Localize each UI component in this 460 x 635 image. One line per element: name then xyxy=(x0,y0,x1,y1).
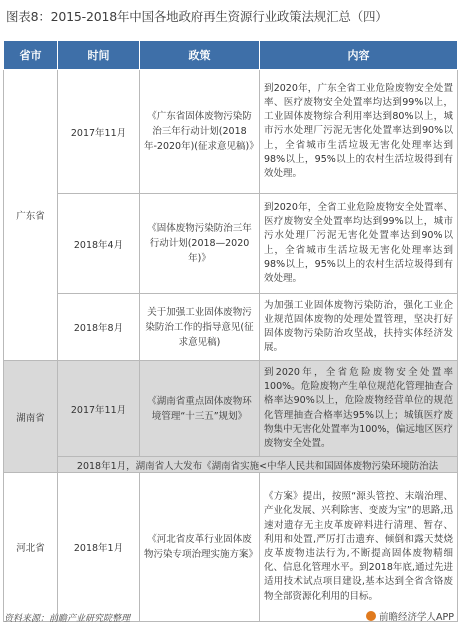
time-cell: 2017年11月 xyxy=(58,70,140,194)
header-policy: 政策 xyxy=(140,41,260,70)
chart-title: 图表8：2015-2018年中国各地政府再生资源行业政策法规汇总（四） xyxy=(6,9,388,24)
brand-mark xyxy=(366,609,454,623)
time-cell: 2018年4月 xyxy=(58,194,140,294)
policy-cell: 《固体废物污染防治三年行动计划(2018—2020年)》 xyxy=(140,194,260,294)
table-row xyxy=(4,361,458,457)
time-cell: 2018年8月 xyxy=(58,294,140,361)
header-province: 省市 xyxy=(4,41,58,70)
content-cell: 到2020年，广东全省工业危险废物安全处置率、医疗废物安全处置率均达到99%以上，工业固体废物综合利用率达到80%以上，城市污水处理厂污泥无害化处置率达到90%以上，全省城市生活垃圾无害化处理率达到98%以上，95%以上的农村生活垃圾得到有效处理。 xyxy=(260,70,458,194)
header-time: 时间 xyxy=(58,41,140,70)
table-row xyxy=(4,294,458,361)
policy-cell: 《湖南省重点固体废物环境管理“十三五”规划》 xyxy=(140,361,260,457)
table-row xyxy=(4,473,458,622)
table-row xyxy=(4,457,458,473)
note-cell: 2018年1月，湖南省人大发布《湖南省实施<中华人民共和国固体废物污染环境防治法 xyxy=(58,457,458,473)
source-note: 资料来源：前瞻产业研究院整理 xyxy=(4,614,131,624)
content-cell: 到2020年，全省危险废物安全处置率100%。危险废物产生单位规范化管理抽查合格率达90%以上，危险废物经营单位的规范化管理抽查合格率达95%以上；城镇医疗废物集中无害化处置率为100%，偏远地区医疗废物安全处置。 xyxy=(260,361,458,457)
header-content: 内容 xyxy=(260,41,458,70)
brand-logo-icon xyxy=(366,611,376,621)
province-cell: 广东省 xyxy=(4,70,58,361)
time-cell: 2018年1月 xyxy=(58,473,140,622)
table-row xyxy=(4,194,458,294)
policy-cell: 关于加强工业固体废物污染防治工作的指导意见(征求意见稿) xyxy=(140,294,260,361)
policy-cell: 《广东省固体废物污染防治三年行动计划(2018年-2020年)(征求意见稿)》 xyxy=(140,70,260,194)
content-cell: 为加强工业固体废物污染防治，强化工业企业规范固体废物的处理处置管理，坚决打好固体废物污染防治攻坚战，扶持实体经济发展。 xyxy=(260,294,458,361)
province-cell: 湖南省 xyxy=(4,361,58,473)
content-cell: 到2020年，全省工业危险废物安全处置率、医疗废物安全处置率均达到99%以上，城市污水处理厂污泥无害化处置率达到90%以上，全省城市生活垃圾无害化处理率达到98%以上，95%以上的农村生活垃圾得到有效处理。 xyxy=(260,194,458,294)
time-cell: 2017年11月 xyxy=(58,361,140,457)
brand-name: 前瞻经济学人APP xyxy=(379,612,454,623)
policy-cell: 《河北省皮革行业固体废物污染专项治理实施方案》 xyxy=(140,473,260,622)
province-cell: 河北省 xyxy=(4,473,58,622)
policy-table xyxy=(3,40,458,622)
table-row xyxy=(4,70,458,194)
header-row xyxy=(4,41,458,70)
content-cell: 《方案》提出，按照“源头管控、末端治理、产业化发展、兴利除害、变废为宝”的思路,迅速对遗存无主皮革废碎料进行清理、暂存、利用和处置,严厉打击遗弃、倾倒和露天焚烧皮革废物违法行为,不断提高固体废物精细化、信息化管理水平。到2018年底,通过先进适用技术试点项目建设,基本达到全省含铬废物全部资源化利用的目标。 xyxy=(260,473,458,622)
